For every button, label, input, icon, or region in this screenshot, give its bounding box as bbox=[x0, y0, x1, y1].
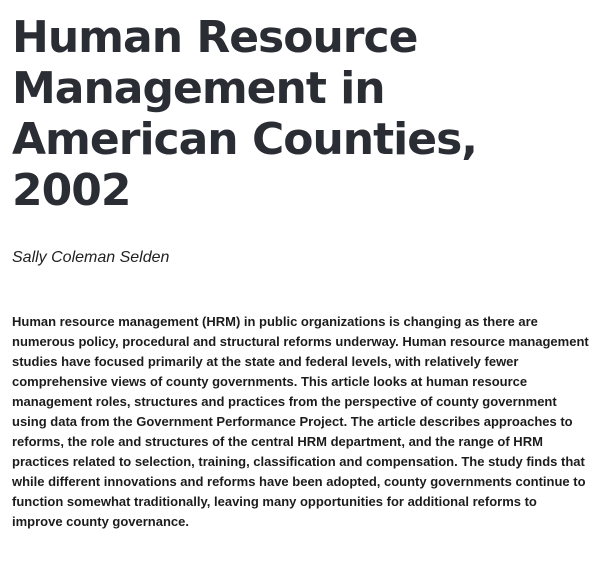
article-abstract: Human resource management (HRM) in public organizations is changing as there are numerous policy, procedural and structural reforms underway. Human resource management studies have focused primarily at the state and federal levels, with relatively fewer comprehensive views of county governments. This article looks at human resource management roles, structures and practices from the perspective of county government using data from the Government Performance Project. The article describes approaches to reforms, the role and structures of the central HRM department, and the range of HRM practices related to selection, training, classification and compensation. The study finds that while different innovations and reforms have been adopted, county governments continue to function somewhat traditionally, leaving many opportunities for additional reforms to improve county governance. bbox=[12, 314, 589, 529]
article-author: Sally Coleman Selden bbox=[12, 249, 170, 266]
article-title: Human Resource Management in American Counties, 2002 bbox=[12, 12, 477, 216]
